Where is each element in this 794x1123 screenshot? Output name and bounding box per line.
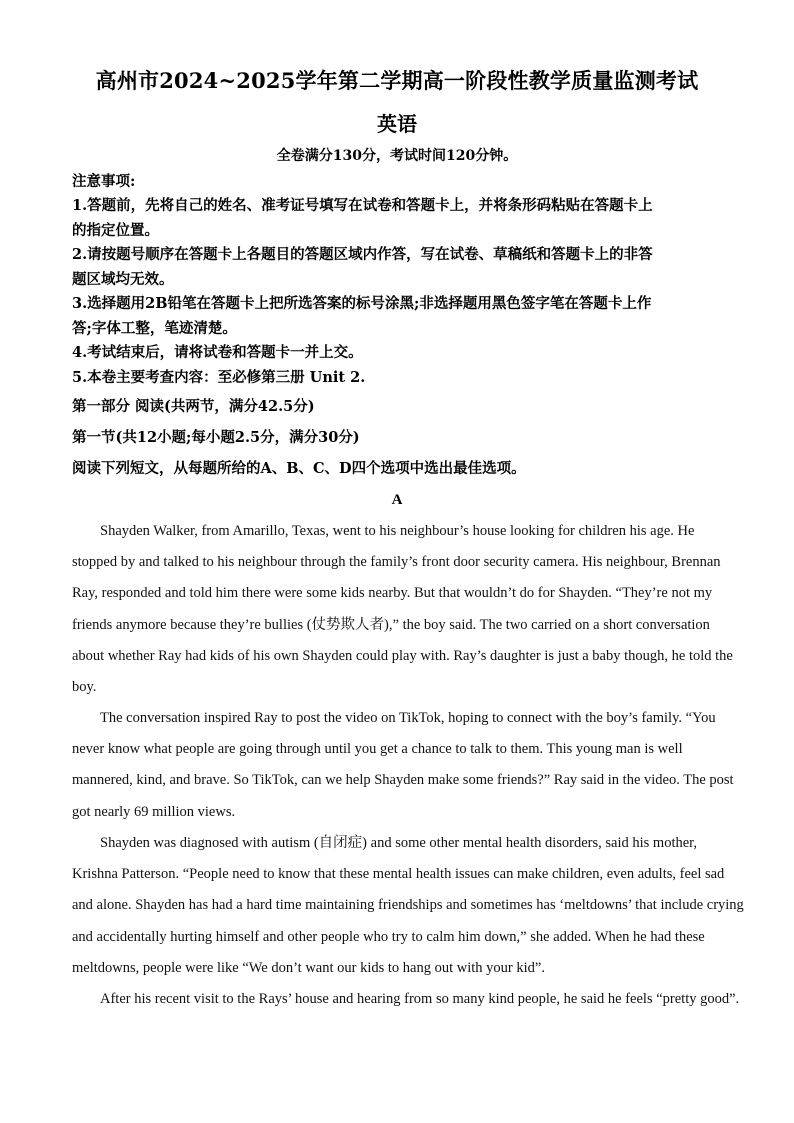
- paragraph-line: friends anymore because they’re bullies (仗势欺人者),” the boy said. The two carried on a short conversation: [72, 616, 710, 633]
- paragraph-line: and accidentally hurting himself and other people who try to calm him down,” she added. When he had these: [72, 928, 705, 945]
- paragraph-line: Shayden was diagnosed with autism (自闭症) and some other mental health disorders, said his mother,: [100, 835, 698, 851]
- paragraph-line: and alone. Shayden has had a hard time maintaining friendships and sometimes has ‘meltdowns’ that include crying: [72, 897, 744, 914]
- reading-instruction: 阅读下列短文，从每题所给的A、B、C、D四个选项中选出最佳选项。: [72, 460, 526, 477]
- notes-heading: 注意事项:: [72, 173, 136, 190]
- paragraph-line: Ray, responded and told him there were some kids nearby. But that wouldn’t do for Shayden. “They’re not my: [72, 585, 713, 602]
- paragraph-line: After his recent visit to the Rays’ house and hearing from so many kind people, he said he feels “pretty good”.: [100, 991, 740, 1007]
- exam-title: 高州市2024~2025学年第二学期高一阶段性教学质量监测考试: [95, 68, 699, 93]
- paragraph-line: The conversation inspired Ray to post the video on TikTok, hoping to connect with the boy’s family. “You: [100, 710, 716, 726]
- passage-paragraph-4: [72, 984, 740, 1015]
- paragraph-line: meltdowns, people were like “We don’t want our kids to hang out with your kid”.: [72, 959, 545, 976]
- score-time-line: 全卷满分130分，考试时间120分钟。: [276, 148, 518, 164]
- note-item-1-line-2: 的指定位置。: [72, 222, 159, 239]
- passage-paragraph-1: [72, 516, 733, 703]
- subject-title: 英语: [377, 112, 417, 136]
- passage-label-a: A: [391, 492, 403, 508]
- note-item-5: 5.本卷主要考查内容：至必修第三册 Unit 2.: [72, 369, 366, 386]
- note-item-2-line-2: 题区域均无效。: [72, 271, 174, 288]
- note-item-3-line-1: 3.选择题用2B铅笔在答题卡上把所选答案的标号涂黑;非选择题用黑色签字笔在答题卡上作: [72, 295, 652, 312]
- passage-paragraph-3: [72, 828, 744, 984]
- note-item-1-line-1: 1.答题前，先将自己的姓名、准考证号填写在试卷和答题卡上，并将条形码粘贴在答题卡上: [72, 197, 653, 214]
- paragraph-line: got nearly 69 million views.: [72, 803, 236, 820]
- paragraph-line: boy.: [72, 678, 97, 695]
- note-item-2-line-1: 2.请按题号顺序在答题卡上各题目的答题区域内作答，写在试卷、草稿纸和答题卡上的非答: [72, 246, 653, 263]
- paragraph-line: never know what people are going through until you get a chance to talk to them. This young man is well: [72, 741, 683, 758]
- note-item-3-line-2: 答;字体工整，笔迹清楚。: [72, 320, 237, 337]
- passage-paragraph-2: [72, 703, 734, 828]
- section-one-heading: 第一节(共12小题;每小题2.5分，满分30分): [72, 429, 360, 446]
- paragraph-line: Krishna Patterson. “People need to know that these mental health issues can make children, even adults, feel sad: [72, 866, 725, 883]
- part-one-heading: 第一部分 阅读(共两节，满分42.5分): [72, 398, 315, 415]
- paragraph-line: Shayden Walker, from Amarillo, Texas, went to his neighbour’s house looking for children his age. He: [100, 523, 695, 539]
- paragraph-line: about whether Ray had kids of his own Shayden could play with. Ray’s daughter is just a baby though, he told the: [72, 647, 733, 664]
- paragraph-line: stopped by and talked to his neighbour through the family’s front door security camera. His neighbour, Brennan: [72, 554, 721, 571]
- paragraph-line: mannered, kind, and brave. So TikTok, can we help Shayden make some friends?” Ray said in the video. The post: [72, 772, 734, 789]
- note-item-4: 4.考试结束后，请将试卷和答题卡一并上交。: [72, 344, 363, 361]
